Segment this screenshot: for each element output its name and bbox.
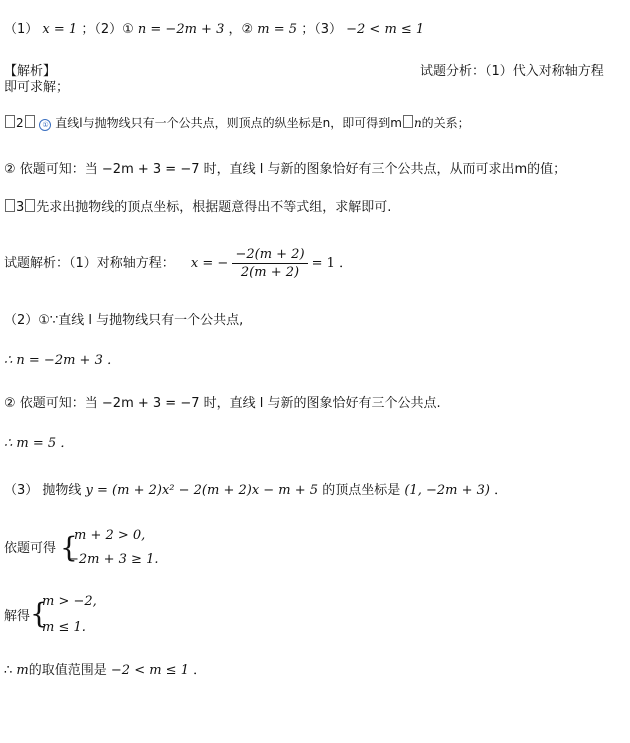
answer-sep-1: ；（2）①: [81, 22, 134, 37]
answer-part1-label: （1）: [4, 22, 39, 37]
answer-x-value: x = 1: [42, 22, 78, 37]
solution-part-2d: [4, 435, 73, 453]
system-1-label-text: 依题可得: [4, 541, 57, 556]
solution-p2a-text: （2）①∵直线 l 与抛物线只有一个公共点,: [4, 313, 244, 328]
analysis-intro-cont-text: 即可求解；: [4, 80, 70, 95]
fraction-numerator: −2(m + 2): [232, 246, 307, 264]
solution-fraction: [232, 246, 307, 281]
solution-p3-end: ．: [494, 483, 508, 498]
analysis-intro-text: 试题分析：（1）代入对称轴方程: [420, 64, 604, 79]
system-1-ineq-a: m + 2 > 0,: [74, 528, 146, 543]
solution-part-1: [4, 244, 352, 284]
solution-fraction-rhs: = 1: [311, 256, 335, 271]
final-m: m: [16, 663, 29, 678]
system-1-label: [4, 540, 56, 558]
answer-sep-3: ；（3）: [301, 22, 342, 37]
solution-intro: 试题解析：（1）对称轴方程：: [4, 256, 175, 271]
system-2-ineq-b: m ≤ 1.: [42, 620, 86, 635]
analysis-heading-text: 【解析】: [4, 64, 57, 79]
solution-p2b-text: ∴ n = −2m + 3 ．: [4, 353, 120, 368]
solution-p3-vertex: (1, −2m + 3): [404, 483, 490, 498]
missing-glyph-icon: [5, 199, 15, 212]
analysis-intro-right: [420, 63, 604, 81]
system-2-label: [4, 608, 30, 626]
solution-part-2a: [4, 312, 243, 330]
answer-range: −2 < m ≤ 1: [346, 22, 425, 37]
analysis-line4-text: 先求出抛物线的顶点坐标，根据题意得出不等式组，求解即可.: [36, 200, 392, 215]
circled-one-icon: ①: [39, 119, 51, 131]
therefore-symbol: ∴: [4, 663, 13, 678]
solution-p3-prefix: （3） 抛物线: [4, 483, 82, 498]
left-brace-icon: {: [60, 531, 78, 564]
solution-x-lhs: x = −: [190, 256, 229, 271]
answer-m-value: m = 5: [257, 22, 298, 37]
final-text: 的取值范围是: [28, 663, 107, 678]
analysis-line4-number: 3: [16, 200, 25, 215]
answer-line: [4, 21, 424, 39]
solution-part-3: [4, 482, 507, 500]
final-range: −2 < m ≤ 1: [110, 663, 189, 678]
solution-p2d-text: ∴ m = 5 ．: [4, 436, 74, 451]
solution-p3-equation: y = (m + 2)x² − 2(m + 2)x − m + 5: [85, 483, 319, 498]
missing-glyph-icon: [5, 115, 15, 128]
solution-p2c-text: ② 依题可知：当 −2m + 3 = −7 时，直线 l 与新的图象恰好有三个公共点.: [4, 396, 441, 411]
final-end: ．: [193, 663, 207, 678]
solution-p3-mid: 的顶点坐标是: [322, 483, 401, 498]
missing-glyph-icon: [403, 115, 413, 128]
analysis-line2-end: 的关系；: [421, 116, 470, 130]
system-2-ineq-a: m > −2,: [42, 594, 97, 609]
solution-period: ．: [339, 256, 353, 271]
left-brace-icon: {: [30, 597, 48, 630]
answer-sep-2: ，②: [228, 22, 254, 37]
analysis-line2-number: 2: [16, 116, 24, 130]
fraction-denominator: 2(m + 2): [240, 265, 300, 280]
answer-n-expression: n = −2m + 3: [137, 22, 225, 37]
system-1-ineq-b: −2m + 3 ≥ 1.: [68, 552, 159, 567]
solution-part-2b: [4, 352, 120, 370]
analysis-intro-continuation: [4, 79, 69, 97]
analysis-line-3: [4, 161, 566, 179]
analysis-line-4: [4, 199, 391, 217]
solution-part-2c: [4, 395, 441, 413]
missing-glyph-icon: [25, 199, 35, 212]
system-2-label-text: 解得: [4, 609, 31, 624]
analysis-line-2: [4, 114, 470, 132]
analysis-line2-text: 直线l与抛物线只有一个公共点，则顶点的纵坐标是n，即可得到m: [55, 116, 402, 130]
analysis-line3-text: ② 依题可知：当 −2m + 3 = −7 时，直线 l 与新的图象恰好有三个公共点，从而可求出m的值；: [4, 162, 567, 177]
missing-glyph-icon: [25, 115, 35, 128]
final-conclusion: [4, 662, 206, 680]
analysis-line2-n: n: [413, 116, 422, 130]
